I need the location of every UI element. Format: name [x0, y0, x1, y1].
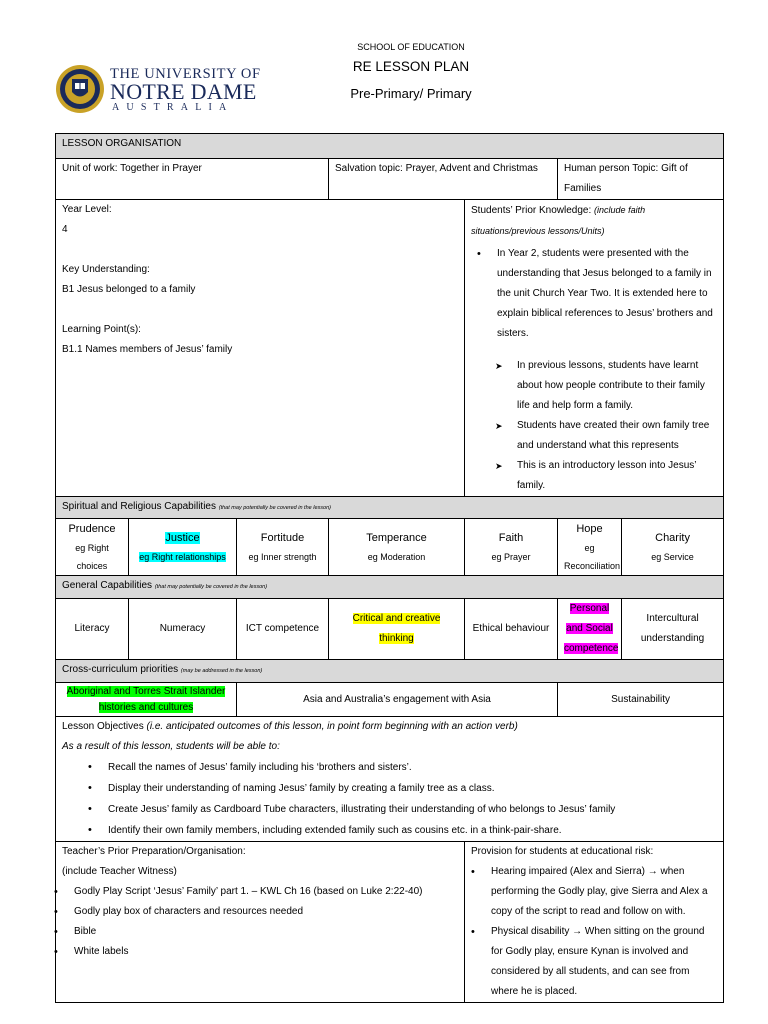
cross-sustainability: Sustainability — [558, 683, 724, 717]
school-name: SCHOOL OF EDUCATION — [357, 42, 465, 52]
spiritual-heading: Spiritual and Religious Capabilities — [62, 501, 216, 512]
salvation-topic: Salvation topic: Prayer, Advent and Christmas — [329, 159, 558, 200]
preparation-item: • Godly play box of characters and resources needed — [62, 902, 458, 922]
prior-knowledge-bullet: • In Year 2, students were presented with the understanding that Jesus belonged to a family in the unit Church Year Two. It is extended here to explain biblical references to Jesus’ brothers and sisters. — [485, 244, 717, 344]
preparation-sub: (include Teacher Witness) — [62, 866, 177, 877]
unit-of-work: Unit of work: Together in Prayer — [56, 159, 329, 200]
cross-asia: Asia and Australia’s engagement with Asia — [237, 683, 558, 717]
section-heading-general — [56, 576, 724, 599]
capability-hope: Hope eg Reconciliation — [558, 519, 622, 576]
objective-item: • Recall the names of Jesus’ family including his ‘brothers and sisters’. — [88, 757, 717, 778]
spiritual-note: (that may potentially be covered in the lesson) — [218, 505, 331, 511]
capability-prudence: Prudence eg Right choices — [56, 519, 129, 576]
objective-item: • Display their understanding of naming Jesus’ family by creating a family tree as a class. — [88, 778, 717, 799]
prior-knowledge-note: (include faith situations/previous lessons/Units) — [471, 205, 646, 236]
capability-faith: Faith eg Prayer — [465, 519, 558, 576]
page-title: RE LESSON PLAN — [352, 59, 470, 74]
general-note: (that may potentially be covered in the lesson) — [154, 584, 268, 590]
objectives-intro: As a result of this lesson, students will be able to: — [62, 741, 280, 752]
general-ethical: Ethical behaviour — [465, 599, 558, 660]
general-personal-social: Personal and Social competence — [558, 599, 622, 660]
general-ict: ICT competence — [237, 599, 329, 660]
cross-note: (may be addressed in the lesson) — [180, 668, 263, 674]
objective-item: • Identify their own family members, including extended family such as cousins etc. in a think-pair-share. — [88, 820, 717, 841]
provision-item: • Hearing impaired (Alex and Sierra) → when performing the Godly play, give Sierra and Alex a copy of the script to read and follow on with. — [479, 862, 717, 922]
preparation-item: • Godly Play Script ‘Jesus’ Family’ part 1. – KWL Ch 16 (based on Luke 2:22-40) — [62, 882, 458, 902]
prior-knowledge — [465, 200, 724, 497]
key-understanding-value: B1 Jesus belonged to a family — [62, 284, 196, 295]
capability-temperance: Temperance eg Moderation — [329, 519, 465, 576]
human-person-topic: Human person Topic: Gift of Families — [558, 159, 724, 200]
lesson-plan-table — [55, 133, 724, 1003]
logo-line-3: AUSTRALIA — [112, 102, 234, 113]
objectives-note: (i.e. anticipated outcomes of this lesson, in point form beginning with an action verb) — [146, 721, 518, 732]
general-numeracy: Numeracy — [129, 599, 237, 660]
educational-risk-provision — [465, 842, 724, 1003]
preparation-label: Teacher’s Prior Preparation/Organisation: — [62, 846, 246, 857]
logo-line-1: THE UNIVERSITY OF — [110, 66, 261, 82]
objectives-label: Lesson Objectives — [62, 721, 144, 732]
prior-knowledge-label: Students’ Prior Knowledge: — [471, 205, 595, 216]
preparation-item: • Bible — [62, 922, 458, 942]
general-intercultural: Intercultural understanding — [622, 599, 724, 660]
lesson-objectives — [56, 717, 724, 842]
page-subtitle: Pre-Primary/ Primary — [350, 86, 472, 101]
section-heading-organisation: LESSON ORGANISATION — [56, 134, 724, 159]
key-understanding-label: Key Understanding: — [62, 264, 150, 275]
capability-charity: Charity eg Service — [622, 519, 724, 576]
learning-points-label: Learning Point(s): — [62, 324, 141, 335]
provision-item: • Physical disability → When sitting on the ground for Godly play, ensure Kynan is involved and considered by all students, and can see from where he is placed. — [479, 922, 717, 1002]
capability-fortitude: Fortitude eg Inner strength — [237, 519, 329, 576]
cross-aboriginal: Aboriginal and Torres Strait Islander histories and cultures — [56, 683, 237, 717]
section-heading-cross — [56, 660, 724, 683]
cross-heading: Cross-curriculum priorities — [62, 664, 179, 675]
preparation-item: • White labels — [62, 942, 458, 962]
prior-arrow-item: ➤ This is an introductory lesson into Jesus’ family. — [507, 456, 717, 496]
teacher-preparation — [56, 842, 465, 1003]
capability-justice: Justice eg Right relationships — [129, 519, 237, 576]
logo-line-2: NOTRE DAME — [110, 79, 257, 104]
prior-arrow-item: ➤ In previous lessons, students have learnt about how people contribute to their family life and help form a family. — [507, 356, 717, 416]
general-literacy: Literacy — [56, 599, 129, 660]
objective-item: • Create Jesus’ family as Cardboard Tube characters, illustrating their understanding of who belongs to Jesus’ family — [88, 799, 717, 820]
provision-label: Provision for students at educational risk: — [471, 846, 654, 857]
general-critical-thinking: Critical and creative thinking — [329, 599, 465, 660]
year-level-label: Year Level: — [62, 204, 112, 215]
year-level-value: 4 — [62, 224, 68, 235]
learning-point-value: B1.1 Names members of Jesus’ family — [62, 344, 233, 355]
lesson-details — [56, 200, 465, 497]
section-heading-spiritual — [56, 497, 724, 519]
prior-arrow-item: ➤ Students have created their own family tree and understand what this represents — [507, 416, 717, 456]
general-heading: General Capabilities — [62, 580, 153, 591]
